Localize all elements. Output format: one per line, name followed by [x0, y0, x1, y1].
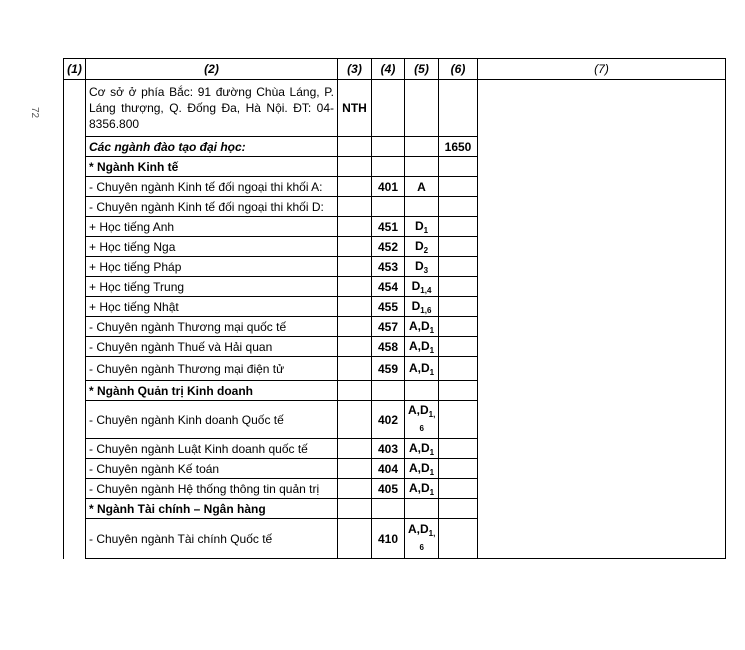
page-number: 72 [29, 107, 40, 119]
row-code: 403 [372, 439, 405, 459]
campus-code: NTH [338, 80, 372, 137]
programs-title: Các ngành đào tạo đại học: [86, 137, 338, 157]
row-block: $A,D_1$ [405, 439, 439, 459]
row-label: + Học tiếng Trung [86, 277, 338, 297]
header-col-2: (2) [86, 59, 338, 80]
row-label: - Chuyên ngành Kinh tế đối ngoại thi khối A: [86, 177, 338, 197]
row-label: - Chuyên ngành Luật Kinh doanh quốc tế [86, 439, 338, 459]
row-label: - Chuyên ngành Hệ thống thông tin quản trị [86, 479, 338, 499]
row-block: $A,D_1$ [405, 337, 439, 357]
row-label: - Chuyên ngành Thuế và Hải quan [86, 337, 338, 357]
row-block: $A,D_1$ [405, 317, 439, 337]
row-label: - Chuyên ngành Tài chính Quốc tế [86, 519, 338, 559]
row-block: $A,D_{1,}$ 6 [405, 401, 439, 439]
row-block: $D_1$ [405, 217, 439, 237]
campus-row [64, 80, 726, 137]
row-code: 410 [372, 519, 405, 559]
header-row [64, 59, 726, 80]
row-label: + Học tiếng Anh [86, 217, 338, 237]
row-code: 455 [372, 297, 405, 317]
row-code: 454 [372, 277, 405, 297]
row-block: $A,D_1$ [405, 479, 439, 499]
row-code: 402 [372, 401, 405, 439]
row-block: $A,D_1$ [405, 357, 439, 381]
section-business: * Ngành Quản trị Kinh doanh [86, 381, 338, 401]
header-col-7: (7) [478, 59, 726, 80]
row-label: - Chuyên ngành Thương mại quốc tế [86, 317, 338, 337]
row-block: $D_3$ [405, 257, 439, 277]
notes-cell [478, 80, 726, 559]
row-label: - Chuyên ngành Kế toán [86, 459, 338, 479]
row-code: 457 [372, 317, 405, 337]
row-label: - Chuyên ngành Kinh doanh Quốc tế [86, 401, 338, 439]
row-label: - Chuyên ngành Kinh tế đối ngoại thi khối D: [86, 197, 338, 217]
row-code: 451 [372, 217, 405, 237]
header-col-1: (1) [64, 59, 86, 80]
row-code: 453 [372, 257, 405, 277]
header-col-5: (5) [405, 59, 439, 80]
row-label: + Học tiếng Nhật [86, 297, 338, 317]
admissions-table [63, 58, 726, 559]
header-col-4: (4) [372, 59, 405, 80]
row-code: 404 [372, 459, 405, 479]
row-label: - Chuyên ngành Thương mại điện tử [86, 357, 338, 381]
row-code: 458 [372, 337, 405, 357]
row-code: 459 [372, 357, 405, 381]
col1-cell [64, 80, 86, 559]
row-block: $A,D_1$ [405, 459, 439, 479]
programs-total: 1650 [439, 137, 478, 157]
section-finance: * Ngành Tài chính – Ngân hàng [86, 499, 338, 519]
header-col-3: (3) [338, 59, 372, 80]
row-code: 452 [372, 237, 405, 257]
row-code: 405 [372, 479, 405, 499]
row-label: + Học tiếng Nga [86, 237, 338, 257]
row-block: $D_{1,4}$ [405, 277, 439, 297]
row-block: $D_{1,6}$ [405, 297, 439, 317]
row-block: $D_2$ [405, 237, 439, 257]
campus-text: Cơ sở ở phía Bắc: 91 đường Chùa Láng, P. Láng thượng, Q. Đống Đa, Hà Nội. ĐT: 04-8356.800 [86, 80, 338, 137]
row-label: + Học tiếng Pháp [86, 257, 338, 277]
header-col-6: (6) [439, 59, 478, 80]
row-block: $A,D_{1,}$ 6 [405, 519, 439, 559]
row-code: 401 [372, 177, 405, 197]
row-block: A [405, 177, 439, 197]
section-economics: * Ngành Kinh tế [86, 157, 338, 177]
